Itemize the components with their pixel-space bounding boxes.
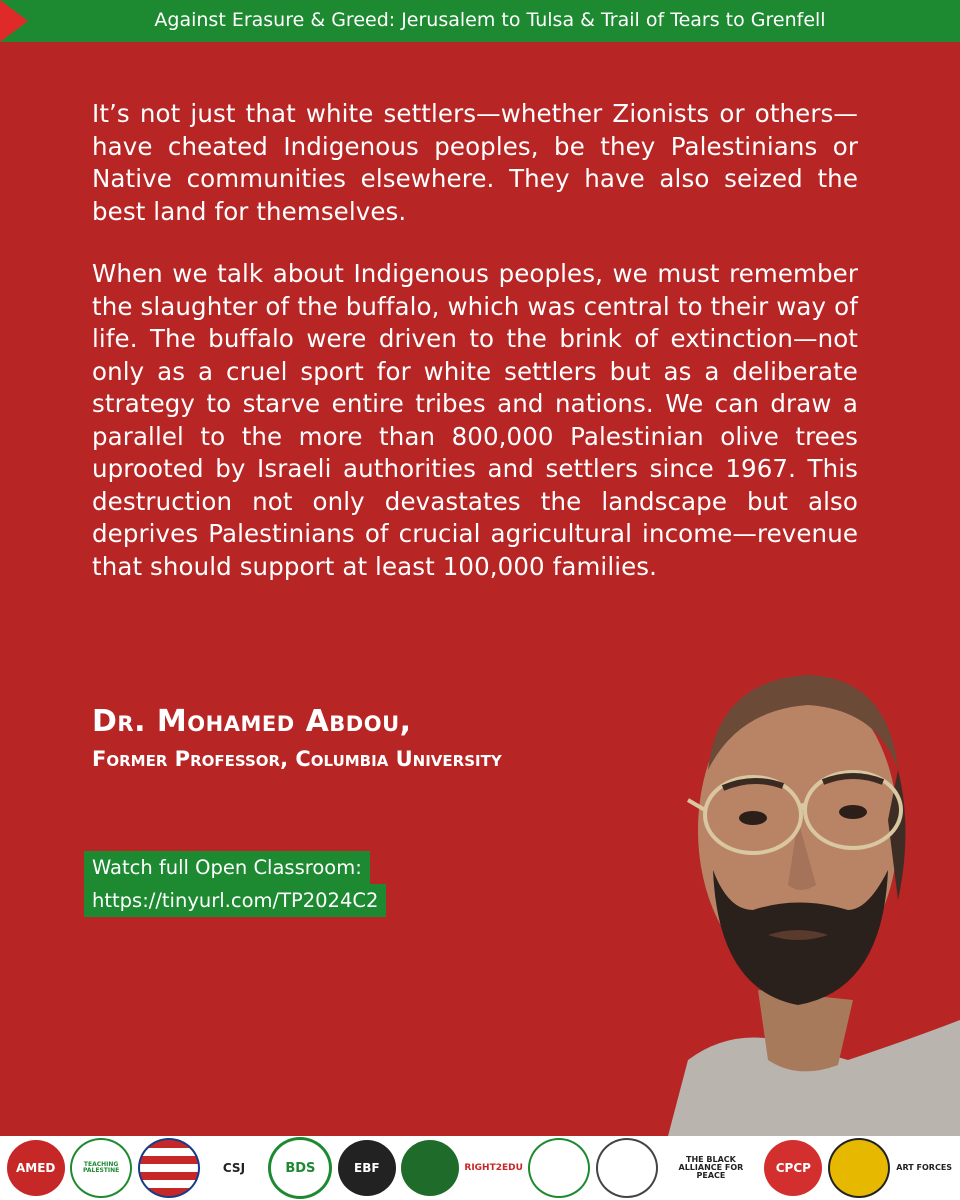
art-forces-logo: ART FORCES [896, 1163, 953, 1172]
speaker-attribution [92, 704, 502, 771]
black-alliance-logo: THE BLACK ALLIANCE FOR PEACE [678, 1155, 744, 1180]
amed-logo: AMED [7, 1140, 65, 1196]
teaching-palestine-logo: TEACHING PALESTINE [70, 1138, 132, 1198]
speaker-name: Dr. Mohamed Abdou, [92, 704, 412, 739]
westchester-logo [596, 1138, 658, 1198]
banner-title: Against Erasure & Greed: Jerusalem to Tulsa & Trail of Tears to Grenfell [154, 9, 826, 31]
puerto-rico-flag-logo [138, 1138, 200, 1198]
cpcp-logo: CPCP [764, 1140, 822, 1196]
institute-critical-study-logo [401, 1140, 459, 1196]
watch-link-box[interactable] [84, 851, 386, 917]
speaker-role: Former Professor, Columbia University [92, 747, 502, 771]
watch-label: Watch full Open Classroom: [84, 851, 370, 884]
top-banner [0, 0, 960, 42]
quote-text [92, 98, 858, 613]
speaker-portrait [648, 660, 960, 1136]
quote-paragraph-1: It’s not just that white settlers—whether Zionists or others—have cheated Indigenous peoples, be they Palestinians or Native communities elsewhere. They have also seized the best land for themselves. [92, 99, 858, 226]
calligraphy-logo: CSJ [222, 1161, 246, 1175]
cu-apartheid-divest-logo [528, 1138, 590, 1198]
bikers-palestine-logo [828, 1138, 890, 1198]
ebf-logo: EBF [338, 1140, 396, 1196]
quote-paragraph-2: When we talk about Indigenous peoples, we must remember the slaughter of the buffalo, which was central to their way of life. The buffalo were driven to the brink of extinction—not only as a cruel sport for white settlers but as a deliberate strategy to starve entire tribes and nations. We can draw a parallel to the more than 800,000 Palestinian olive trees uprooted by Israeli authorities and settlers since 1967. This destruction not only devastates the landscape but also deprives Palestinians of crucial agricultural income—revenue that should support at least 100,000 families. [92, 259, 858, 581]
bds-logo: BDS [268, 1137, 332, 1199]
right2edu-logo: RIGHT2EDU [464, 1162, 523, 1173]
watch-url[interactable]: https://tinyurl.com/TP2024C2 [84, 884, 386, 917]
partner-logos-footer [0, 1136, 960, 1200]
